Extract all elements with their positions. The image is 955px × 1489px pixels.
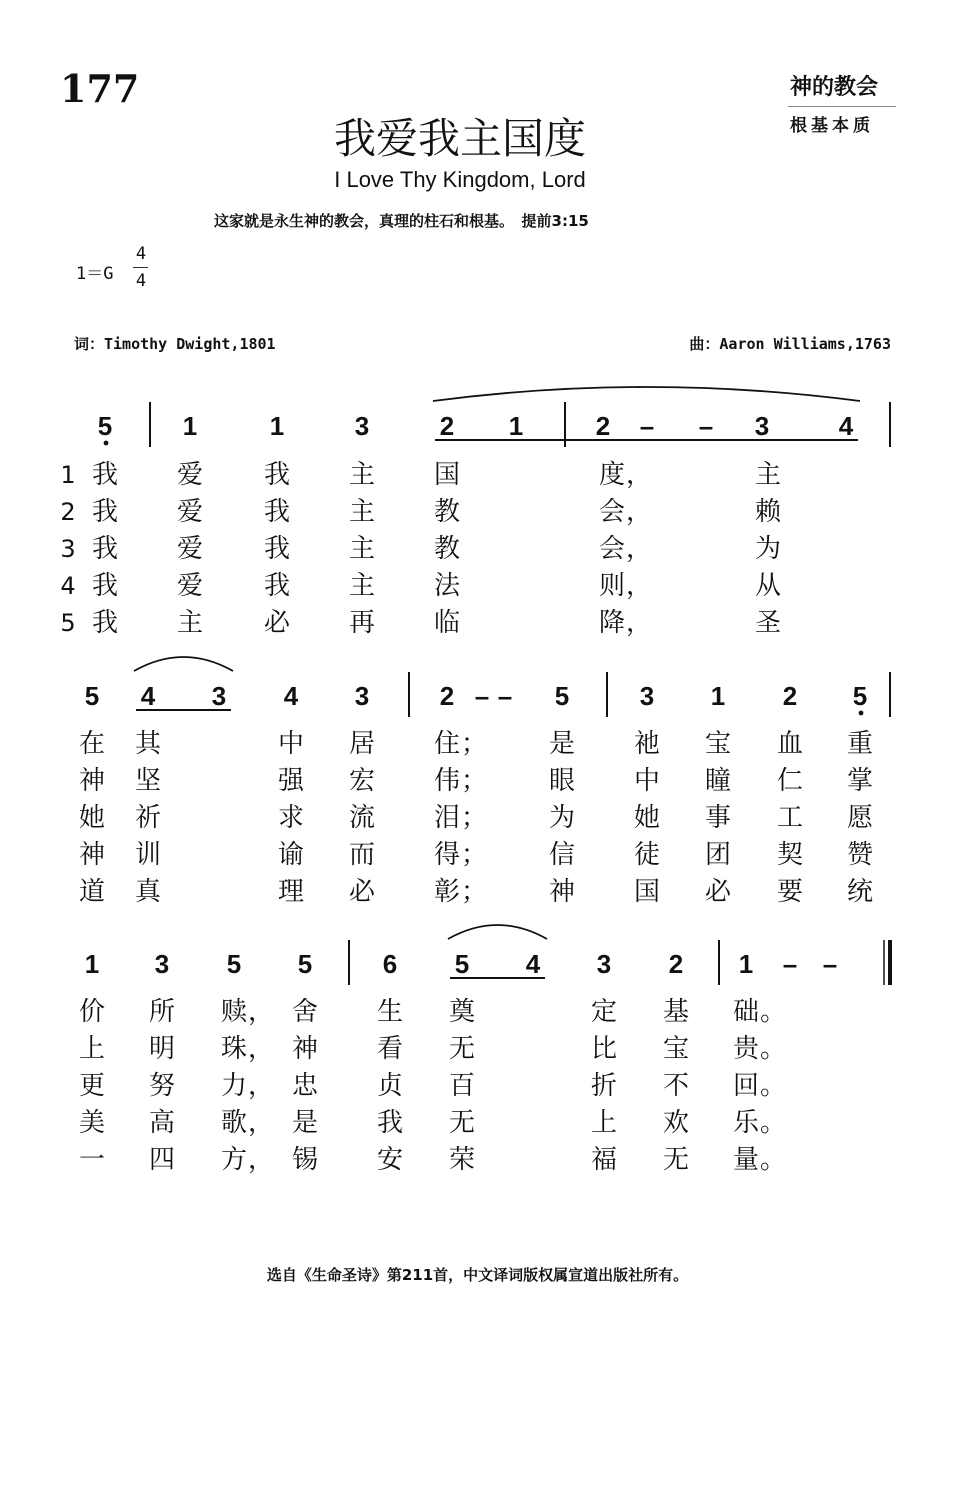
verse-number: 5 bbox=[60, 609, 76, 637]
lyric-syllable: 欢 bbox=[662, 1108, 690, 1138]
lyric-syllable: 神 bbox=[78, 766, 106, 796]
slur-arc bbox=[433, 387, 860, 401]
verse-number: 1 bbox=[60, 461, 76, 489]
lyric-syllable: 舍 bbox=[291, 997, 319, 1027]
lyric-syllable: 一 bbox=[78, 1145, 106, 1175]
footer-credit: 选自《生命圣诗》第211首，中文译词版权属宣道出版社所有。 bbox=[266, 1266, 689, 1284]
note: 3 bbox=[354, 411, 370, 441]
lyric-syllable: 重 bbox=[846, 729, 874, 759]
note-dash: – bbox=[639, 411, 655, 441]
lyric-syllable: 赖 bbox=[754, 497, 782, 527]
lyric-syllable: 契 bbox=[776, 840, 804, 870]
lyric-syllable: 团 bbox=[704, 840, 732, 870]
lyric-punctuation: 。 bbox=[760, 1034, 787, 1064]
lyric-syllable: 神 bbox=[78, 840, 106, 870]
lyric-syllable: 事 bbox=[704, 803, 732, 833]
lyric-syllable: 信 bbox=[548, 840, 576, 870]
lyric-syllable: 爱 bbox=[176, 571, 204, 601]
lyric-syllable: 贵 bbox=[732, 1034, 760, 1064]
lyric-syllable: 瞳 bbox=[704, 766, 732, 796]
lyric-syllable: 中 bbox=[633, 766, 661, 796]
lyric-syllable: 不 bbox=[662, 1071, 690, 1101]
lyric-syllable: 所 bbox=[148, 997, 176, 1027]
lyric-syllable: 主 bbox=[348, 460, 376, 490]
lyric-punctuation: ， bbox=[626, 534, 653, 564]
lyric-punctuation: ； bbox=[461, 766, 488, 796]
lyric-syllable: 再 bbox=[348, 608, 376, 638]
lyric-syllable: 临 bbox=[433, 608, 461, 638]
lyric-syllable: 爱 bbox=[176, 497, 204, 527]
lyric-syllable: 我 bbox=[376, 1108, 404, 1138]
lyric-punctuation: ， bbox=[248, 1071, 275, 1101]
lyric-syllable: 美 bbox=[78, 1108, 106, 1138]
lyric-syllable: 我 bbox=[263, 571, 291, 601]
lyric-syllable: 掌 bbox=[846, 766, 874, 796]
lyric-syllable: 居 bbox=[348, 729, 376, 759]
lyric-syllable: 祈 bbox=[134, 803, 162, 833]
lyric-syllable: 她 bbox=[78, 803, 106, 833]
note: 1 bbox=[738, 949, 754, 979]
lyric-punctuation: 。 bbox=[760, 1071, 787, 1101]
lyric-punctuation: ， bbox=[626, 497, 653, 527]
lyric-syllable: 愿 bbox=[846, 803, 874, 833]
lyric-syllable: 我 bbox=[263, 534, 291, 564]
lyric-syllable: 而 bbox=[348, 840, 376, 870]
category-label: 神的教会 bbox=[790, 75, 879, 100]
lyric-syllable: 教 bbox=[433, 497, 461, 527]
note: 3 bbox=[211, 681, 227, 711]
lyric-syllable: 我 bbox=[91, 534, 119, 564]
lyric-punctuation: 。 bbox=[760, 1108, 787, 1138]
lyric-syllable: 真 bbox=[134, 877, 162, 907]
octave-dot bbox=[859, 711, 864, 716]
note-dash: – bbox=[497, 681, 513, 711]
lyric-syllable: 高 bbox=[148, 1108, 176, 1138]
lyric-syllable: 训 bbox=[134, 840, 162, 870]
lyric-punctuation: ， bbox=[626, 608, 653, 638]
lyric-syllable: 度 bbox=[598, 460, 626, 490]
lyric-syllable: 赞 bbox=[846, 840, 874, 870]
lyric-syllable: 仁 bbox=[776, 766, 804, 796]
note-dash: – bbox=[782, 949, 798, 979]
lyric-syllable: 宏 bbox=[348, 766, 376, 796]
lyric-syllable: 是 bbox=[291, 1108, 319, 1138]
lyric-syllable: 理 bbox=[277, 877, 305, 907]
lyric-syllable: 彰 bbox=[433, 877, 461, 907]
verse-number: 4 bbox=[60, 572, 76, 600]
lyric-syllable: 努 bbox=[148, 1071, 176, 1101]
note-dash: – bbox=[698, 411, 714, 441]
note: 5 bbox=[226, 949, 242, 979]
lyric-syllable: 锡 bbox=[291, 1145, 319, 1175]
lyric-syllable: 定 bbox=[590, 997, 618, 1027]
lyric-syllable: 方 bbox=[220, 1145, 248, 1175]
lyric-syllable: 从 bbox=[754, 571, 782, 601]
lyric-syllable: 折 bbox=[590, 1071, 618, 1101]
title-english: I Love Thy Kingdom, Lord bbox=[334, 167, 586, 192]
lyric-syllable: 降 bbox=[598, 608, 626, 638]
lyric-syllable: 眼 bbox=[548, 766, 576, 796]
note: 2 bbox=[668, 949, 684, 979]
note: 5 bbox=[852, 681, 868, 711]
lyric-syllable: 坚 bbox=[134, 766, 162, 796]
lyric-syllable: 住 bbox=[433, 729, 461, 759]
lyric-syllable: 歌 bbox=[220, 1108, 248, 1138]
lyric-syllable: 是 bbox=[548, 729, 576, 759]
note: 2 bbox=[439, 681, 455, 711]
note: 2 bbox=[782, 681, 798, 711]
lyric-syllable: 她 bbox=[633, 803, 661, 833]
note: 5 bbox=[554, 681, 570, 711]
note: 5 bbox=[454, 949, 470, 979]
lyric-syllable: 我 bbox=[263, 497, 291, 527]
composer-credit: 曲：Aaron Williams,1763 bbox=[689, 335, 891, 353]
lyric-punctuation: ， bbox=[626, 571, 653, 601]
lyric-syllable: 看 bbox=[376, 1034, 404, 1064]
note: 1 bbox=[508, 411, 524, 441]
note: 4 bbox=[140, 681, 156, 711]
lyric-syllable: 谕 bbox=[277, 840, 305, 870]
lyric-syllable: 更 bbox=[78, 1071, 106, 1101]
lyric-syllable: 生 bbox=[376, 997, 404, 1027]
lyric-syllable: 我 bbox=[91, 571, 119, 601]
lyric-syllable: 徒 bbox=[633, 840, 661, 870]
lyric-syllable: 在 bbox=[78, 729, 106, 759]
lyric-syllable: 福 bbox=[590, 1145, 618, 1175]
note: 3 bbox=[154, 949, 170, 979]
subcategory-label: 根基本质 bbox=[790, 116, 874, 136]
lyric-punctuation: ； bbox=[461, 803, 488, 833]
lyric-syllable: 主 bbox=[348, 497, 376, 527]
lyric-syllable: 贞 bbox=[376, 1071, 404, 1101]
lyric-syllable: 会 bbox=[598, 534, 626, 564]
note: 3 bbox=[596, 949, 612, 979]
lyric-syllable: 圣 bbox=[754, 608, 782, 638]
lyric-syllable: 祂 bbox=[633, 729, 661, 759]
lyric-syllable: 础 bbox=[732, 997, 760, 1027]
verse-number: 3 bbox=[60, 535, 76, 563]
lyric-syllable: 其 bbox=[134, 729, 162, 759]
note: 6 bbox=[382, 949, 398, 979]
time-signature-bottom: 4 bbox=[135, 271, 147, 291]
lyric-syllable: 中 bbox=[277, 729, 305, 759]
note: 2 bbox=[595, 411, 611, 441]
lyric-punctuation: ， bbox=[248, 1145, 275, 1175]
lyric-syllable: 比 bbox=[590, 1034, 618, 1064]
lyric-syllable: 法 bbox=[433, 571, 461, 601]
note: 4 bbox=[283, 681, 299, 711]
lyric-punctuation: ； bbox=[461, 729, 488, 759]
lyric-syllable: 明 bbox=[148, 1034, 176, 1064]
lyric-syllable: 珠 bbox=[220, 1034, 248, 1064]
lyric-syllable: 宝 bbox=[704, 729, 732, 759]
lyric-syllable: 价 bbox=[78, 997, 106, 1027]
slur-arc bbox=[134, 657, 233, 671]
lyric-syllable: 必 bbox=[704, 877, 732, 907]
note: 1 bbox=[84, 949, 100, 979]
lyric-syllable: 奠 bbox=[448, 997, 476, 1027]
key-signature: 1＝G bbox=[76, 264, 114, 284]
note: 5 bbox=[97, 411, 113, 441]
lyric-punctuation: ， bbox=[248, 997, 275, 1027]
lyric-syllable: 流 bbox=[348, 803, 376, 833]
time-signature-top: 4 bbox=[135, 244, 147, 264]
lyric-syllable: 无 bbox=[448, 1034, 476, 1064]
lyric-syllable: 我 bbox=[91, 608, 119, 638]
lyric-syllable: 无 bbox=[448, 1108, 476, 1138]
note: 3 bbox=[354, 681, 370, 711]
lyric-punctuation: 。 bbox=[760, 1145, 787, 1175]
lyric-punctuation: ； bbox=[461, 840, 488, 870]
lyric-syllable: 主 bbox=[348, 571, 376, 601]
note: 3 bbox=[754, 411, 770, 441]
note: 1 bbox=[269, 411, 285, 441]
lyric-syllable: 百 bbox=[448, 1071, 476, 1101]
lyric-syllable: 安 bbox=[376, 1145, 404, 1175]
note: 5 bbox=[84, 681, 100, 711]
note: 4 bbox=[838, 411, 854, 441]
note: 4 bbox=[525, 949, 541, 979]
lyric-syllable: 无 bbox=[662, 1145, 690, 1175]
lyric-syllable: 必 bbox=[348, 877, 376, 907]
note: 3 bbox=[639, 681, 655, 711]
lyric-syllable: 宝 bbox=[662, 1034, 690, 1064]
lyric-syllable: 伟 bbox=[433, 766, 461, 796]
note-dash: – bbox=[474, 681, 490, 711]
note-dash: – bbox=[822, 949, 838, 979]
lyric-syllable: 主 bbox=[754, 460, 782, 490]
lyric-syllable: 乐 bbox=[732, 1108, 760, 1138]
lyric-syllable: 教 bbox=[433, 534, 461, 564]
lyric-syllable: 回 bbox=[732, 1071, 760, 1101]
lyric-syllable: 为 bbox=[754, 534, 782, 564]
note: 1 bbox=[182, 411, 198, 441]
lyric-syllable: 基 bbox=[662, 997, 690, 1027]
lyric-syllable: 血 bbox=[776, 729, 804, 759]
lyric-syllable: 国 bbox=[633, 877, 661, 907]
lyric-punctuation: ， bbox=[248, 1034, 275, 1064]
lyric-syllable: 神 bbox=[548, 877, 576, 907]
lyric-syllable: 四 bbox=[148, 1145, 176, 1175]
lyric-punctuation: ， bbox=[626, 460, 653, 490]
lyric-syllable: 我 bbox=[91, 460, 119, 490]
lyric-syllable: 力 bbox=[220, 1071, 248, 1101]
lyric-syllable: 必 bbox=[263, 608, 291, 638]
lyric-syllable: 则 bbox=[598, 571, 626, 601]
lyric-syllable: 爱 bbox=[176, 460, 204, 490]
lyric-syllable: 强 bbox=[277, 766, 305, 796]
octave-dot bbox=[104, 441, 109, 446]
lyric-punctuation: ； bbox=[461, 877, 488, 907]
lyric-syllable: 求 bbox=[277, 803, 305, 833]
note: 1 bbox=[710, 681, 726, 711]
lyric-syllable: 爱 bbox=[176, 534, 204, 564]
scripture-verse: 这家就是永生神的教会，真理的柱石和根基。 提前3:15 bbox=[214, 212, 589, 230]
lyric-syllable: 忠 bbox=[291, 1071, 319, 1101]
lyric-punctuation: ， bbox=[248, 1108, 275, 1138]
lyric-syllable: 神 bbox=[291, 1034, 319, 1064]
lyric-syllable: 泪 bbox=[433, 803, 461, 833]
lyric-syllable: 主 bbox=[348, 534, 376, 564]
lyric-syllable: 我 bbox=[91, 497, 119, 527]
hymn-number: 177 bbox=[60, 66, 140, 111]
lyric-syllable: 道 bbox=[78, 877, 106, 907]
lyric-syllable: 荣 bbox=[448, 1145, 476, 1175]
lyric-syllable: 为 bbox=[548, 803, 576, 833]
lyric-punctuation: 。 bbox=[760, 997, 787, 1027]
lyric-syllable: 主 bbox=[176, 608, 204, 638]
lyric-syllable: 上 bbox=[590, 1108, 618, 1138]
slur-arc bbox=[448, 925, 547, 939]
lyric-syllable: 工 bbox=[776, 803, 804, 833]
lyric-syllable: 我 bbox=[263, 460, 291, 490]
lyric-syllable: 上 bbox=[78, 1034, 106, 1064]
verse-number: 2 bbox=[60, 498, 76, 526]
title-chinese: 我爱我主国度 bbox=[333, 114, 586, 163]
note: 5 bbox=[297, 949, 313, 979]
lyric-syllable: 国 bbox=[433, 460, 461, 490]
lyric-syllable: 会 bbox=[598, 497, 626, 527]
note: 2 bbox=[439, 411, 455, 441]
lyric-syllable: 得 bbox=[433, 840, 461, 870]
lyricist-credit: 词：Timothy Dwight,1801 bbox=[74, 335, 276, 353]
lyric-syllable: 赎 bbox=[220, 997, 248, 1027]
lyric-syllable: 量 bbox=[732, 1145, 760, 1175]
lyric-syllable: 统 bbox=[846, 877, 874, 907]
lyric-syllable: 要 bbox=[776, 877, 804, 907]
